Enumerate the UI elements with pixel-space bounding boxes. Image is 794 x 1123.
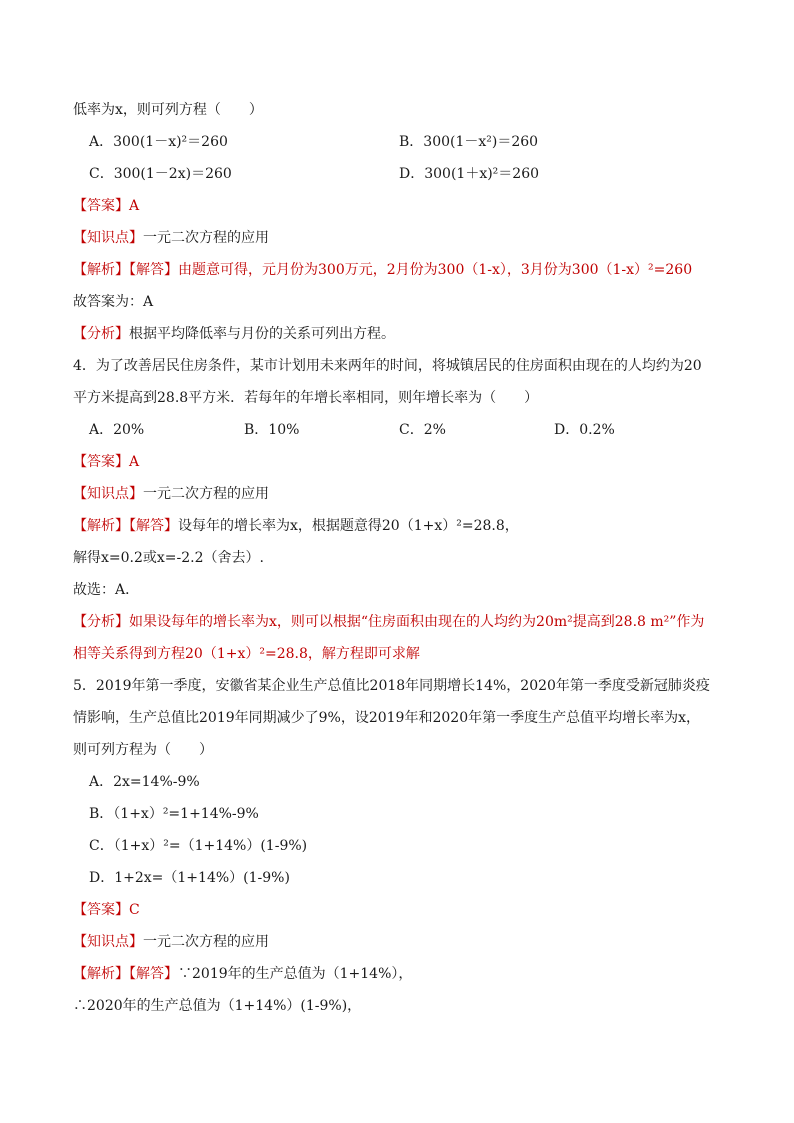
answer-tag: 【答案】: [73, 454, 129, 470]
answer-value: A: [129, 454, 140, 470]
q5-stem-line1: 5．2019年第一季度，安徽省某企业生产总值比2018年同期增长14%，2020年第一季度受新冠肺炎疫: [73, 678, 710, 694]
q4-stem-line2: 平方米提高到28.8平方米．若每年的年增长率相同，则年增长率为（ ）: [73, 390, 539, 406]
reason-tag: 【分析】: [73, 326, 129, 342]
answer-tag: 【答案】: [73, 902, 129, 918]
q3-knowledge-row: [73, 228, 269, 248]
analysis-text: 由题意可得，元月份为300万元，2月份为300（1-x），3月份为300（1-x）²=260: [178, 262, 693, 278]
q3-option-b: B．300(1－x²)＝260: [399, 134, 539, 150]
q4-knowledge-row: [73, 484, 269, 504]
q3-analysis-row: [73, 260, 692, 280]
q4-option-a: A．20%: [89, 422, 145, 438]
answer-value: C: [129, 902, 140, 918]
q4-stem-line1: 4．为了改善居民住房条件，某市计划用未来两年的时间，将城镇居民的住房面积由现在的人均约为20: [73, 358, 702, 374]
knowledge-point: 一元二次方程的应用: [143, 230, 269, 246]
reason-tag: 【分析】: [73, 614, 129, 630]
knowledge-point: 一元二次方程的应用: [143, 486, 269, 502]
knowledge-point: 一元二次方程的应用: [143, 934, 269, 950]
q5-analysis-line2: ∴2020年的生产总值为（1+14%）(1-9%)，: [73, 998, 362, 1014]
q3-option-d: D．300(1＋x)²＝260: [399, 166, 540, 182]
analysis-tag: 【解析】【解答】: [73, 966, 178, 982]
q5-option-d: D．1+2x=（1+14%）(1-9%): [89, 870, 290, 886]
analysis-tag: 【解析】【解答】: [73, 518, 178, 534]
reason-text: 根据平均降低率与月份的关系可列出方程。: [129, 326, 395, 342]
analysis-text: ∵2019年的生产总值为（1+14%），: [178, 966, 413, 982]
analysis-text: 设每年的增长率为x，根据题意得20（1+x）²=28.8，: [178, 518, 519, 534]
q5-option-b: B．（1+x）²=1+14%-9%: [89, 806, 259, 822]
q3-conclusion: 故答案为：A: [73, 294, 154, 310]
q4-option-b: B．10%: [244, 422, 300, 438]
q5-stem-line2: 情影响，生产总值比2019年同期减少了9%，设2019年和2020年第一季度生产总值平均增长率为x，: [73, 710, 700, 726]
q5-option-c: C．（1+x）²=（1+14%）(1-9%): [89, 838, 308, 854]
knowledge-tag: 【知识点】: [73, 934, 143, 950]
q5-answer-row: [73, 900, 140, 920]
q5-option-a: A．2x=14%-9%: [89, 774, 200, 790]
q5-stem-line3: 则可列方程为（ ）: [73, 742, 213, 758]
q4-solve-line: 解得x=0.2或x=-2.2（舍去）.: [73, 550, 264, 566]
q5-knowledge-row: [73, 932, 269, 952]
answer-value: A: [129, 198, 140, 214]
q4-option-c: C．2%: [399, 422, 446, 438]
analysis-tag: 【解析】【解答】: [73, 262, 178, 278]
q4-reason-row: [73, 612, 704, 632]
q3-option-c: C．300(1－2x)＝260: [89, 166, 232, 182]
q4-answer-row: [73, 452, 139, 472]
reason-text: 如果设每年的增长率为x，则可以根据“住房面积由现在的人均约为20m²提高到28.8 m²”作为: [129, 614, 705, 630]
q4-reason-line2: 相等关系得到方程20（1+x）²=28.8，解方程即可求解: [73, 646, 420, 662]
q4-conclusion: 故选：A．: [73, 582, 140, 598]
answer-tag: 【答案】: [73, 198, 129, 214]
q3-option-a: A．300(1－x)²＝260: [89, 134, 228, 150]
q3-stem-tail: 低率为x，则可列方程（ ）: [73, 102, 263, 118]
q4-option-d: D．0.2%: [554, 422, 615, 438]
knowledge-tag: 【知识点】: [73, 230, 143, 246]
knowledge-tag: 【知识点】: [73, 486, 143, 502]
q4-analysis-row: [73, 516, 519, 536]
q3-answer-row: [73, 196, 139, 216]
q5-analysis-row: [73, 964, 412, 984]
q3-reason-row: [73, 324, 395, 344]
